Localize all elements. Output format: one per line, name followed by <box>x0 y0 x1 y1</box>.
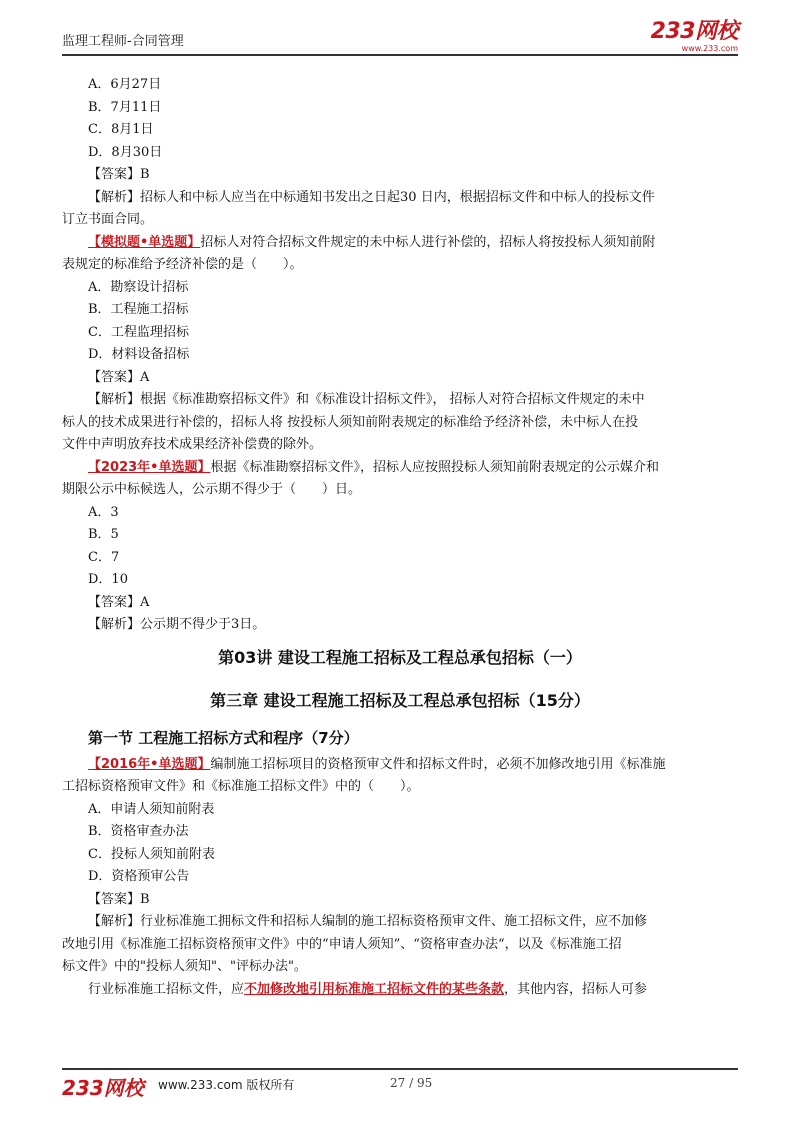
answer-label: 【答案】 <box>88 594 141 610</box>
q4-paragraph <box>62 979 738 1002</box>
chapter-heading: 第三章 建设工程施工招标及工程总承包招标（15分） <box>210 690 590 710</box>
q3-option-c: C．7 <box>88 549 120 565</box>
q2-analysis-line-3: 文件中声明放弃技术成果经济补偿费的除外。 <box>62 437 323 452</box>
q4-answer <box>62 889 738 912</box>
q2-analysis-line-1 <box>62 389 738 412</box>
page-footer <box>62 1072 738 1102</box>
paragraph-emphasis: 不加修改地引用标准施工招标文件的某些条款 <box>244 981 505 997</box>
stem-text: 招标人对符合招标文件规定的未中标人进行补偿的，招标人将按投标人须知前附 <box>200 234 656 250</box>
q4-option-d: D．资格预审公告 <box>88 869 190 884</box>
analysis-text: 招标人和中标人应当在中标通知书发出之日起30 日内，根据招标文件和中标人的投标文件 <box>140 189 655 205</box>
q2-stem-line-1 <box>62 232 738 255</box>
q4-analysis-line-3: 标文件》中的"投标人须知"、"评标办法"。 <box>62 959 307 974</box>
header-title: 监理工程师-合同管理 <box>62 34 184 49</box>
q2-option-a: A．勘察设计招标 <box>88 279 189 295</box>
footer-copyright: www.233.com 版权所有 <box>158 1078 295 1092</box>
question-tag: 【2023年•单选题】 <box>88 459 211 475</box>
q4-option-a: A．申请人须知前附表 <box>88 801 215 817</box>
q2-option-c: C．工程监理招标 <box>88 324 189 340</box>
lecture-heading: 第03讲 建设工程施工招标及工程总承包招标（一） <box>218 647 582 667</box>
q1-option-d: D．8月30日 <box>88 144 163 160</box>
footer-logo: 233网校 <box>62 1076 144 1100</box>
q3-option-b: B．5 <box>88 527 119 542</box>
q2-answer <box>62 367 738 390</box>
q4-analysis-line-1 <box>62 911 738 934</box>
q1-answer <box>62 164 738 187</box>
stem-text: 根据《标准勘察招标文件》，招标人应按照投标人须知前附表规定的公示媒介和 <box>210 459 660 475</box>
q2-stem-line-2: 表规定的标准给予经济补偿的是（ ）。 <box>62 257 303 272</box>
answer-value: A <box>140 369 150 385</box>
analysis-text: 公示期不得少于3日。 <box>140 617 266 632</box>
logo-text: 233网校 <box>650 19 738 44</box>
analysis-label: 【解析】 <box>88 914 141 929</box>
q4-stem-line-2: 工招标资格预审文件》和《标准施工招标文件》中的（ ）。 <box>62 779 420 794</box>
paragraph-text-b: ，其他内容，招标人可参 <box>504 981 648 997</box>
q3-analysis-line-1 <box>62 614 738 637</box>
q3-stem-line-2: 期限公示中标候选人，公示期不得少于（ ）日。 <box>62 482 362 497</box>
analysis-text: 根据《标准勘察招标文件》和《标准设计招标文件》， 招标人对符合招标文件规定的未中 <box>140 392 645 407</box>
q1-option-a: A．6月27日 <box>88 77 162 92</box>
logo-url: www.233.com <box>681 44 738 53</box>
answer-value: B <box>140 891 150 907</box>
footer-divider <box>62 1068 738 1070</box>
question-tag: 【2016年•单选题】 <box>88 756 211 772</box>
question-tag: 【模拟题•单选题】 <box>88 234 201 250</box>
q4-analysis-line-2: 改地引用《标准施工招标资格预审文件》中的“申请人须知”、“资格审查办法“，以及《标准施工招 <box>62 936 622 952</box>
answer-label: 【答案】 <box>88 369 141 385</box>
q3-stem-line-1 <box>62 457 738 480</box>
q4-stem-line-1 <box>62 754 738 777</box>
brand-logo <box>651 20 738 53</box>
document-body <box>62 74 738 1001</box>
analysis-label: 【解析】 <box>88 189 141 205</box>
q2-option-b: B．工程施工招标 <box>88 302 189 317</box>
analysis-label: 【解析】 <box>88 617 141 632</box>
paragraph-text-a: 行业标准施工招标文件，应 <box>88 981 245 997</box>
answer-label: 【答案】 <box>88 167 141 182</box>
answer-label: 【答案】 <box>88 891 141 907</box>
section-heading: 第一节 工程施工招标方式和程序（7分） <box>88 728 359 747</box>
q1-analysis-line-2: 订立书面合同。 <box>62 212 154 227</box>
q3-option-d: D．10 <box>88 572 128 587</box>
answer-value: B <box>140 167 150 182</box>
q4-option-b: B．资格审查办法 <box>88 824 189 839</box>
header-divider <box>62 54 738 56</box>
answer-value: A <box>140 594 150 610</box>
page-header <box>62 18 738 58</box>
q1-option-b: B．7月11日 <box>88 99 162 115</box>
q2-option-d: D．材料设备招标 <box>88 347 190 362</box>
analysis-label: 【解析】 <box>88 392 141 407</box>
q2-analysis-line-2: 标人的技术成果进行补偿的，招标人将 按投标人须知前附表规定的标准给予经济补偿，未中标人在投 <box>62 414 639 430</box>
analysis-text: 行业标准施工拥标文件和招标人编制的施工招标资格预审文件、施工招标文件，应不加修 <box>140 914 648 929</box>
q3-answer <box>62 592 738 615</box>
q4-option-c: C．投标人须知前附表 <box>88 846 215 862</box>
q1-analysis-line-1 <box>62 187 738 210</box>
page-number: 27 / 95 <box>390 1076 433 1090</box>
q1-option-c: C．8月1日 <box>88 122 154 137</box>
q3-option-a: A．3 <box>88 504 119 520</box>
stem-text: 编制施工招标项目的资格预审文件和招标文件时，必须不加修改地引用《标准施 <box>210 756 666 772</box>
